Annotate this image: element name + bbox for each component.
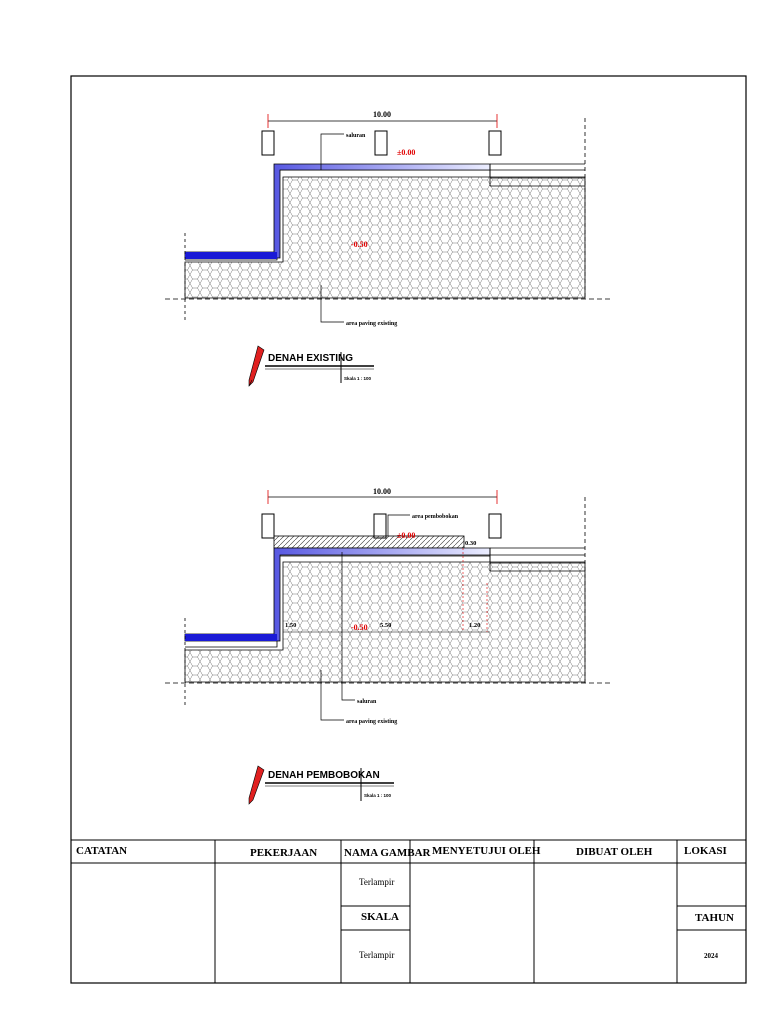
column-marker — [262, 131, 274, 155]
skala-value: Terlampir — [359, 950, 395, 960]
nama-gambar-header: NAMA GAMBAR — [344, 847, 431, 859]
pencil-icon — [249, 346, 264, 386]
column-marker — [262, 514, 274, 538]
tahun-value: 2024 — [704, 952, 718, 960]
denah-pembobokan-drawing — [165, 487, 610, 804]
dim-left: 1.50 — [285, 622, 297, 629]
pencil-icon — [249, 766, 264, 804]
column-marker — [375, 131, 387, 155]
nama-gambar-value: Terlampir — [359, 877, 395, 887]
tahun-header: TAHUN — [695, 912, 734, 924]
denah-existing-drawing — [165, 110, 610, 386]
label-paving: area paving existing — [346, 719, 398, 725]
column-marker — [489, 514, 501, 538]
label-paving: area paving existing — [346, 321, 398, 327]
catatan-header: CATATAN — [76, 845, 128, 857]
pekerjaan-header: PEKERJAAN — [250, 847, 318, 859]
label-pembobokan: area pembobokan — [412, 514, 459, 520]
pembobokan-area — [274, 536, 464, 548]
label-saluran: saluran — [357, 699, 377, 705]
column-marker — [489, 131, 501, 155]
dimension-total: 10.00 — [373, 487, 391, 496]
drawing-title: DENAH PEMBOBOKAN — [268, 770, 380, 781]
skala-header: SKALA — [361, 911, 399, 923]
menyetujui-oleh-header: MENYETUJUI OLEH — [432, 845, 541, 857]
title-block — [71, 840, 746, 983]
drawing-title: DENAH EXISTING — [268, 353, 354, 364]
level-top: ±0.00 — [397, 531, 416, 540]
dimension-total: 10.00 — [373, 110, 391, 119]
level-side: 0.30 — [465, 540, 477, 547]
drawing-scale: Skala 1 : 100 — [344, 376, 372, 381]
label-saluran: saluran — [346, 133, 366, 139]
dim-mid: 5.50 — [380, 622, 392, 629]
drawing-scale: Skala 1 : 100 — [364, 793, 392, 798]
level-top: ±0.00 — [397, 148, 416, 157]
dim-right: 1.20 — [469, 622, 481, 629]
lokasi-header: LOKASI — [684, 845, 727, 857]
column-marker — [374, 514, 386, 538]
paving-area — [185, 177, 585, 298]
level-low: -0.50 — [351, 240, 368, 249]
dibuat-oleh-header: DIBUAT OLEH — [576, 846, 653, 858]
level-low: -0.50 — [351, 623, 368, 632]
